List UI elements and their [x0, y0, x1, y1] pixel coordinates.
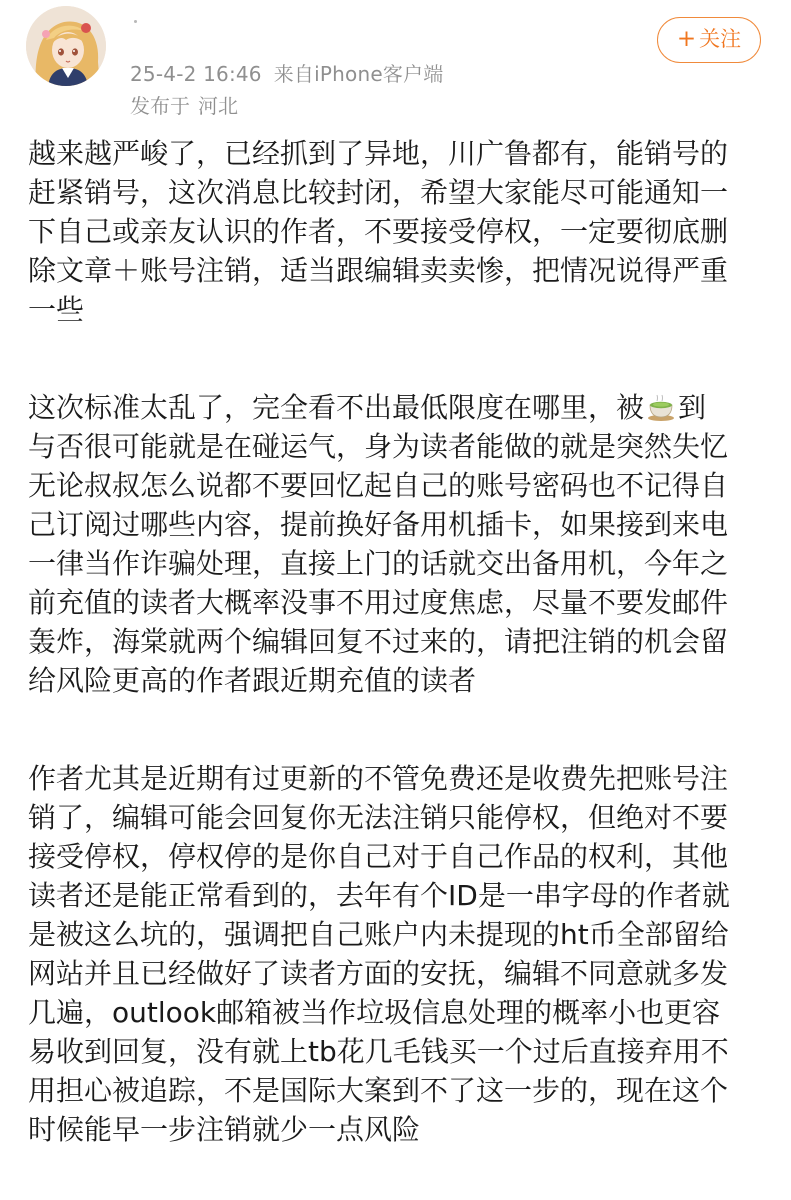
body-line — [28, 388, 768, 427]
source-device: iPhone客户端 — [314, 62, 444, 86]
body-line: 销了，编辑可能会回复你无法注销只能停权，但绝对不要 — [28, 801, 729, 834]
body-line: 赶紧销号，这次消息比较封闭，希望大家能尽可能通知一 — [28, 176, 729, 209]
post-timestamp: 25-4-2 16:46 — [130, 62, 262, 86]
body-line: 用担心被追踪，不是国际大案到不了这一步的，现在这个 — [28, 1074, 729, 1107]
body-line: 与否很可能就是在碰运气，身为读者能做的就是突然失忆 — [28, 430, 729, 463]
body-text-segment: 这次标准太乱了，完全看不出最低限度在哪里，被 — [28, 391, 645, 424]
location-value: 河北 — [198, 94, 238, 118]
decorative-dot — [134, 20, 137, 23]
body-line: 前充值的读者大概率没事不用过度焦虑，尽量不要发邮件 — [28, 586, 729, 619]
post-header — [0, 0, 791, 125]
paragraph-gap — [28, 700, 768, 759]
body-line: 除文章＋账号注销，适当跟编辑卖卖惨，把情况说得严重 — [28, 254, 729, 287]
post-meta — [130, 58, 443, 87]
avatar[interactable] — [26, 6, 106, 86]
post-body — [28, 134, 768, 1149]
tea-icon — [646, 392, 676, 422]
body-line: 给风险更高的作者跟近期充值的读者 — [28, 664, 477, 697]
follow-button[interactable] — [657, 17, 761, 63]
body-line: 一律当作诈骗处理，直接上门的话就交出备用机，今年之 — [28, 547, 729, 580]
follow-label: 关注 — [699, 27, 742, 51]
body-line: 作者尤其是近期有过更新的不管免费还是收费先把账号注 — [28, 762, 729, 795]
body-line: 己订阅过哪些内容，提前换好备用机插卡，如果接到来电 — [28, 508, 729, 541]
avatar-illustration-icon — [26, 6, 106, 86]
body-line: 几遍，outlook邮箱被当作垃圾信息处理的概率小也更容 — [28, 996, 721, 1029]
body-line: 是被这么坑的，强调把自己账户内未提现的ht币全部留给 — [28, 918, 729, 951]
post-location — [130, 90, 238, 119]
body-text-segment: 到 — [678, 391, 707, 424]
body-line: 越来越严峻了，已经抓到了异地，川广鲁都有，能销号的 — [28, 137, 729, 170]
body-line: 时候能早一步注销就少一点风险 — [28, 1113, 421, 1146]
body-line: 接受停权，停权停的是你自己对于自己作品的权利，其他 — [28, 840, 729, 873]
body-line: 下自己或亲友认识的作者，不要接受停权，一定要彻底删 — [28, 215, 729, 248]
body-line: 轰炸，海棠就两个编辑回复不过来的，请把注销的机会留 — [28, 625, 729, 658]
source-prefix: 来自 — [273, 62, 315, 86]
body-line: 易收到回复，没有就上tb花几毛钱买一个过后直接弃用不 — [28, 1035, 729, 1068]
plus-icon: + — [676, 26, 697, 52]
body-line: 网站并且已经做好了读者方面的安抚，编辑不同意就多发 — [28, 957, 729, 990]
location-prefix: 发布于 — [130, 94, 190, 118]
body-line: 无论叔叔怎么说都不要回忆起自己的账号密码也不记得自 — [28, 469, 729, 502]
paragraph-gap — [28, 329, 768, 388]
body-line: 一些 — [28, 293, 85, 326]
body-line: 读者还是能正常看到的，去年有个ID是一串字母的作者就 — [28, 879, 730, 912]
